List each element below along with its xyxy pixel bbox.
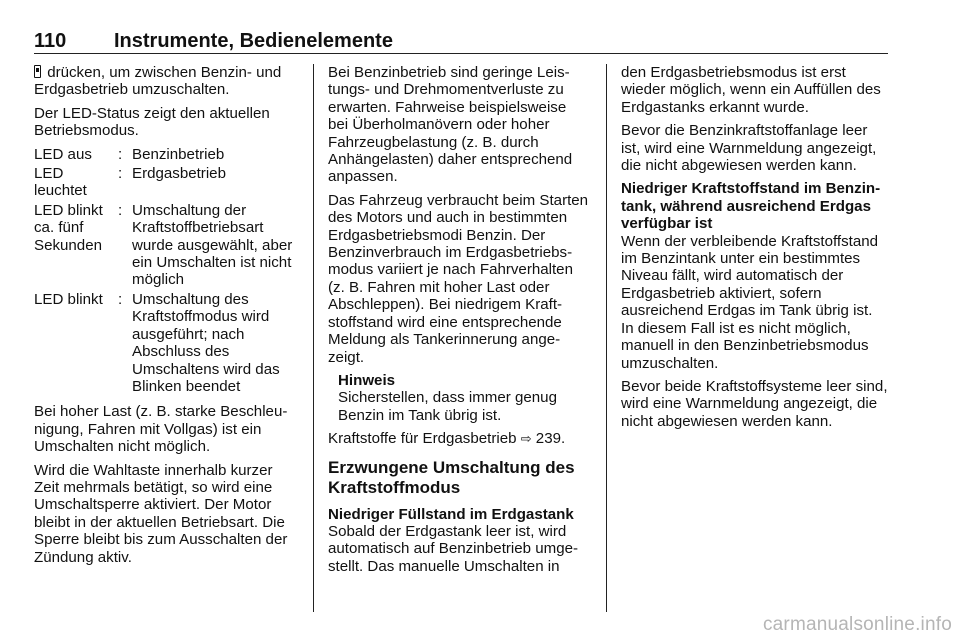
column-3 — [621, 64, 889, 436]
led-status-table — [34, 146, 300, 396]
separator: : — [118, 201, 123, 219]
separator: : — [118, 145, 123, 163]
separator: : — [118, 290, 123, 308]
table-row — [34, 165, 300, 200]
note-text: Sicherstellen, dass immer genug Benzin im Tank übrig ist. — [338, 389, 557, 424]
header-divider — [34, 53, 888, 54]
fuel-switch-button-icon — [34, 65, 41, 78]
led-meaning: Erdgasbetrieb — [132, 165, 226, 183]
paragraph: Bei hoher Last (z. B. starke Beschleunigung, Fahren mit Vollgas) ist ein Umschalten nicht möglich. — [34, 403, 288, 456]
paragraph: Wird die Wahltaste innerhalb kurzer Zeit mehrmals betätigt, so wird eine Umschaltsperre aktiviert. Der Motor bleibt in der aktuellen Betriebsart. Die Sperre bleibt bis zum Ausschalten der Zündung aktiv. — [34, 461, 288, 566]
cross-reference — [328, 430, 590, 447]
paragraph: Bevor die Benzinkraftstoffanlage leer ist, wird eine Warnmeldung angezeigt, die nicht abgewiesen werden kann. — [621, 122, 877, 175]
paragraph: Bei Benzinbetrieb sind geringe Leistungs- und Drehmomentverluste zu erwarten. Fahrweise beispielsweise bei Überholmanövern oder hoher Fahrzeugbelastung (z. B. durch Anhängelasten) daher entsprechend anpassen. — [328, 64, 573, 186]
paragraph — [34, 64, 300, 99]
table-row — [34, 146, 300, 163]
page-number: 110 — [34, 30, 67, 52]
paragraph: Der LED-Status zeigt den aktuellen Betriebsmodus. — [34, 104, 270, 140]
table-row — [34, 291, 300, 395]
column-divider-2 — [606, 64, 607, 612]
note-box — [328, 372, 590, 424]
paragraph: Wenn der verbleibende Kraftstoffstand im Benzintank unter ein bestimmtes Niveau fällt, wird automatisch der Erdgasbetrieb aktiviert, sofern ausreichend Erdgas im Tank übrig ist. In diesem Fall ist es nicht möglich, manuell in den Benzinbetriebsmodus umzuschalten. — [621, 232, 879, 372]
led-meaning: Umschaltung des Kraftstoffmodus wird ausgeführt; nach Abschluss des Umschaltens wird das Blinken beendet — [132, 290, 280, 395]
led-meaning: Benzinbetrieb — [132, 145, 225, 163]
page-reference-arrow-icon: ⇨ — [520, 431, 532, 447]
separator: : — [118, 165, 123, 183]
paragraph: Sobald der Erdgastank leer ist, wird automatisch auf Benzinbetrieb umgestellt. Das manuelle Umschalten in — [328, 522, 579, 575]
column-divider-1 — [313, 64, 314, 612]
led-state: LED leuchtet — [34, 165, 87, 200]
paragraph: Das Fahrzeug verbraucht beim Starten des Motors und auch in bestimmten Erdgasbetriebsmodi Benzin. Der Benzinverbrauch im Erdgasbetriebsmodus variiert je nach Fahrverhalten (z. B. Fahren mit hoher Last oder Abschleppen). Bei niedrigem Kraftstoffstand wird eine entsprechende Meldung als Tankerinnerung angezeigt. — [328, 191, 589, 366]
watermark: carmanualsonline.info — [762, 614, 952, 635]
page-header — [34, 30, 888, 56]
led-state: LED aus — [34, 145, 92, 163]
led-state: LED blinkt ca. fünf Sekunden — [34, 201, 103, 254]
table-row — [34, 202, 300, 289]
subsection-title: Niedriger Kraftstoffstand im Benzintank, während ausreichend Erdgas verfügbar ist — [621, 180, 881, 233]
subsection-title: Niedriger Füllstand im Erdgastank — [328, 505, 574, 523]
section-title: Erzwungene Umschaltung des Kraftstoffmodus — [328, 457, 575, 497]
paragraph-text: drücken, um zwischen Benzin- und Erdgasbetrieb umzuschalten. — [34, 64, 282, 99]
note-title: Hinweis — [338, 371, 396, 389]
reference-page: 239. — [531, 430, 566, 448]
chapter-title: Instrumente, Bedienelemente — [114, 30, 393, 52]
column-1 — [34, 64, 300, 572]
reference-text: Kraftstoffe für Erdgasbetrieb — [328, 430, 521, 448]
led-meaning: Umschaltung der Kraftstoffbetriebsart wurde ausgewählt, aber ein Umschalten ist nicht möglich — [132, 201, 293, 289]
led-state: LED blinkt — [34, 290, 103, 308]
paragraph: Bevor beide Kraftstoffsysteme leer sind, wird eine Warnmeldung angezeigt, die nicht abgewiesen werden kann. — [621, 377, 888, 430]
paragraph: den Erdgasbetriebsmodus ist erst wieder möglich, wenn ein Auffüllen des Erdgastanks erkannt wurde. — [621, 64, 881, 116]
column-2 — [328, 64, 590, 581]
